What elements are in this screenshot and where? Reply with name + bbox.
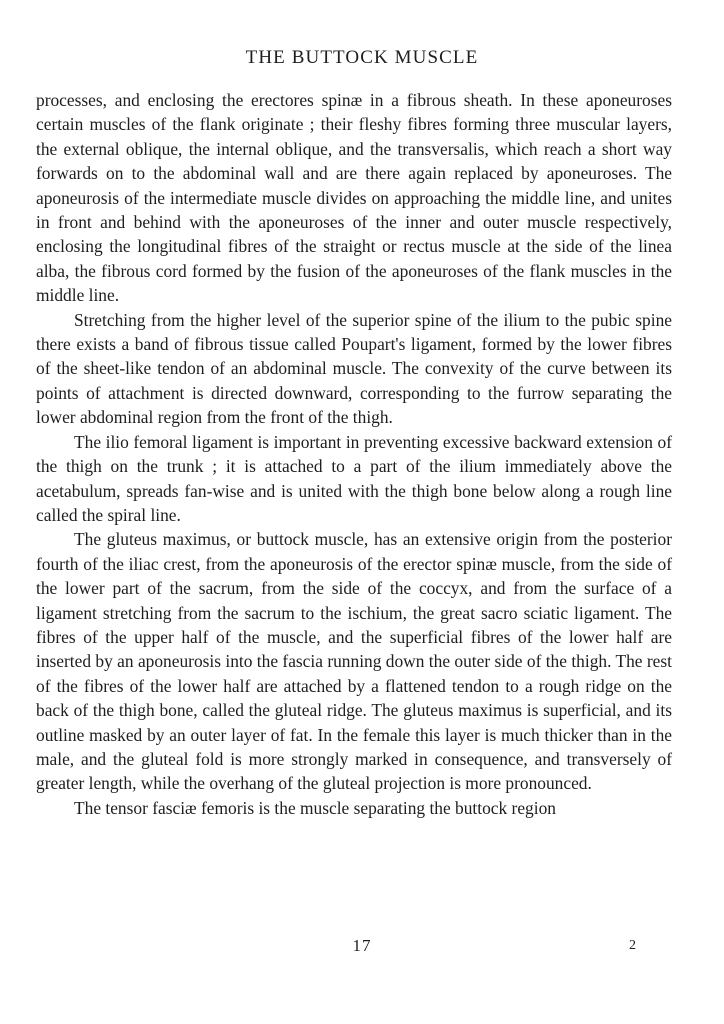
paragraph-4: The gluteus maximus, or buttock muscle, has an extensive origin from the posterior fourth of the iliac crest, from the aponeurosis of the erector spinæ muscle, from the side of the lower part of the sacrum, from the side of the coccyx, and from the surface of a ligament stretching from the sacrum to the ischium, the great sacro sciatic ligament. The fibres of the upper half of the muscle, and the superficial fibres of the lower half are inserted by an aponeurosis into the fascia running down the outer side of the thigh. The rest of the fibres of the lower half are attached by a flattened tendon to a rough ridge on the back of the thigh bone, called the gluteal ridge. The gluteus maximus is superficial, and its outline masked by an outer layer of fat. In the female this layer is much thicker than in the male, and the gluteal fold is more strongly marked in consequence, and transversely of greater length, while the overhang of the gluteal projection is more pronounced.: [36, 529, 672, 794]
page-number: 17: [352, 936, 372, 955]
running-head: THE BUTTOCK MUSCLE: [245, 47, 479, 68]
paragraph-3: The ilio femoral ligament is important in preventing excessive backward extension of the thigh on the trunk ; it is attached to a part of the ilium immediately above the acetabulum, spreads fan-wise and is united with the thigh bone below along a rough line called the spiral line.: [36, 431, 672, 525]
signature-mark: 2: [629, 938, 636, 953]
paragraph-5: The tensor fasciæ femoris is the muscle separating the buttock region: [74, 797, 556, 818]
paragraph-2: Stretching from the higher level of the superior spine of the ilium to the pubic spine there exists a band of fibrous tissue called Poupart's ligament, formed by the lower fibres of the sheet-like tendon of an abdominal muscle. The convexity of the curve between its points of attachment is directed downward, corresponding to the furrow separating the lower abdominal region from the front of the thigh.: [36, 309, 672, 428]
paragraph-1: processes, and enclosing the erectores spinæ in a fibrous sheath. In these aponeuroses certain muscles of the flank originate ; their fleshy fibres forming three muscular layers, the external oblique, the internal oblique, and the transversalis, which reach a short way forwards on to the abdominal wall and are there again replaced by aponeuroses. The aponeurosis of the intermediate muscle divides on approaching the middle line, and unites in front and behind with the aponeuroses of the inner and outer muscle respectively, enclosing the longitudinal fibres of the straight or rectus muscle at the side of the linea alba, the fibrous cord formed by the fusion of the aponeuroses of the flank muscles in the middle line.: [36, 90, 672, 306]
body-text: [36, 88, 672, 820]
